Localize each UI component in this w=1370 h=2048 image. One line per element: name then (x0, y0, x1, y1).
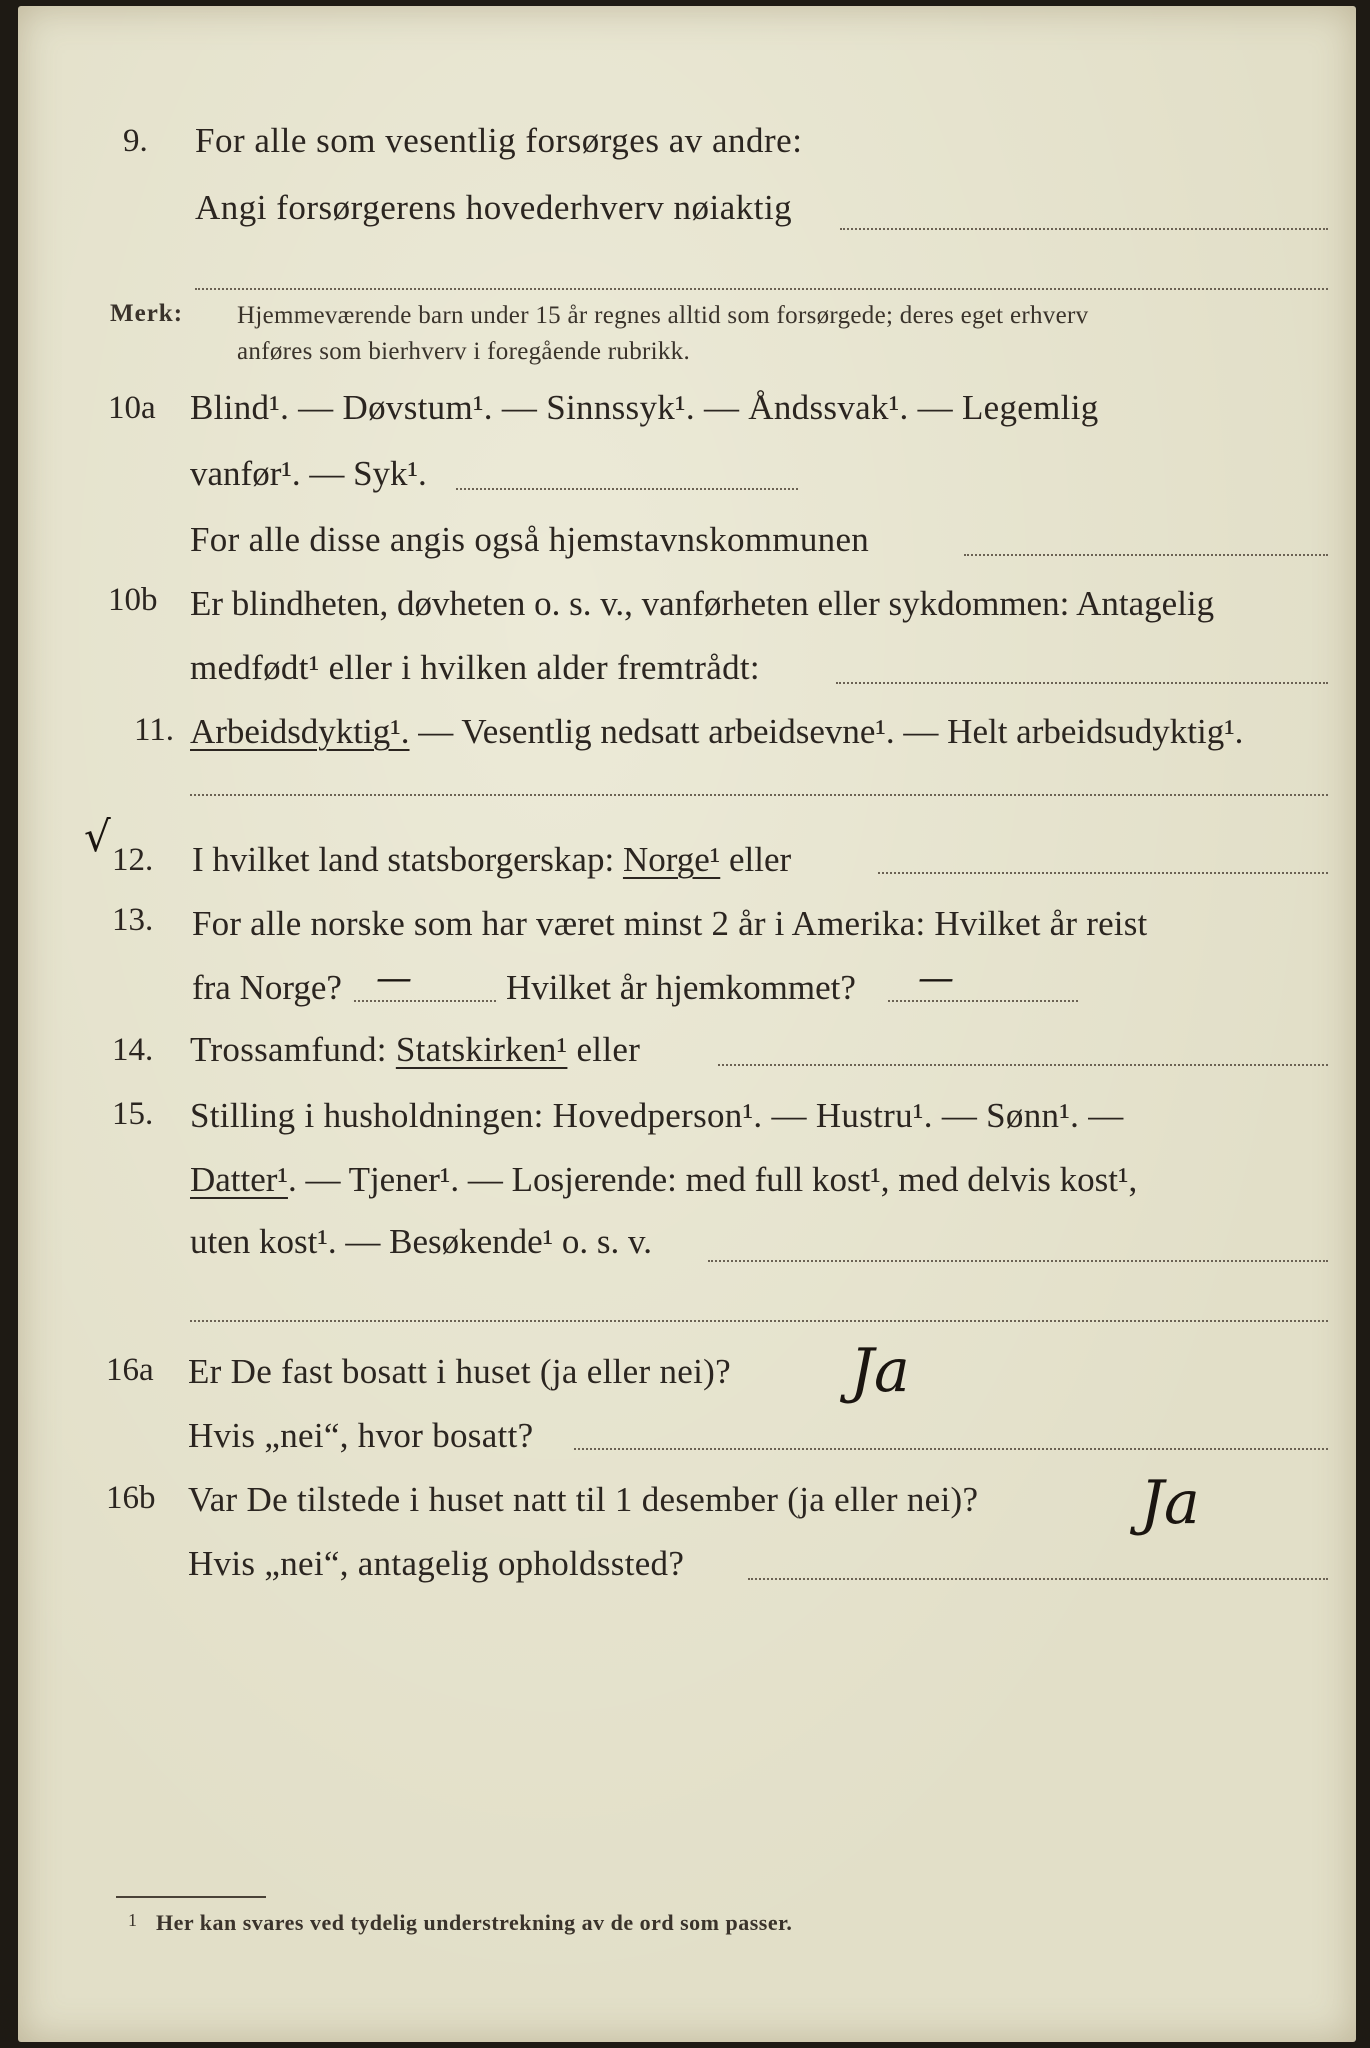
item-number-14: 14. (112, 1032, 154, 1068)
answer-line-15[interactable] (708, 1260, 1328, 1262)
answer-line-11[interactable] (190, 794, 1328, 796)
footnote-text: Her kan svares ved tydelig understrekning av de ord som passer. (156, 1910, 793, 1935)
handwritten-answer-16a: Ja (850, 1336, 910, 1406)
item-12-eller: eller (720, 840, 792, 879)
answer-line-16b[interactable] (748, 1578, 1328, 1580)
item-15-line3: uten kost¹. — Besøkende¹ o. s. v. (190, 1222, 653, 1261)
note-line2: anføres som bierhverv i foregående rubrikk. (237, 338, 691, 365)
answer-line-9[interactable] (840, 228, 1328, 230)
item-10a-line3: For alle disse angis også hjemstavnskommunen (190, 520, 870, 559)
option-datter-underlined: Datter¹ (190, 1160, 288, 1199)
handwritten-answer-hjemkommet: — (918, 958, 954, 999)
item-10b-line1: Er blindheten, døvheten o. s. v., vanførheten eller sykdommen: Antagelig (190, 584, 1215, 623)
item-11-line1 (190, 712, 1243, 752)
item-13-line2b: Hvilket år hjemkommet? (506, 968, 856, 1007)
item-number-13: 13. (112, 902, 154, 938)
check-mark: √ (84, 812, 111, 861)
answer-line-9b[interactable] (195, 288, 1328, 290)
note-label: Merk: (110, 300, 184, 327)
item-10b-line2: medfødt¹ eller i hvilken alder fremtrådt: (190, 648, 760, 687)
item-16b-line2: Hvis „nei“, antagelig opholdssted? (188, 1544, 685, 1583)
item-12-line1 (192, 840, 791, 880)
answer-line-16a[interactable] (574, 1448, 1328, 1450)
answer-line-13-hjemkommet[interactable] (888, 1000, 1078, 1002)
item-number-10a: 10a (108, 390, 156, 426)
item-14-label: Trossamfund: (190, 1030, 396, 1069)
item-13-line1: For alle norske som har været minst 2 år i Amerika: Hvilket år reist (192, 904, 1148, 943)
item-15-line2 (190, 1160, 1137, 1200)
answer-line-15b[interactable] (190, 1320, 1328, 1322)
item-15-line1: Stilling i husholdningen: Hovedperson¹. — Hustru¹. — Sønn¹. — (190, 1096, 1124, 1135)
item-10a-line1: Blind¹. — Døvstum¹. — Sinnssyk¹. — Åndssvak¹. — Legemlig (190, 388, 1099, 427)
item-number-11: 11. (134, 712, 175, 748)
option-arbeidsdyktig-underlined: Arbeidsdyktig¹. (190, 712, 410, 751)
item-number-15: 15. (112, 1096, 154, 1132)
item-9-line2: Angi forsørgerens hovederhverv nøiaktig (195, 188, 793, 227)
item-number-12: 12. (112, 842, 154, 878)
item-9-line1: For alle som vesentlig forsørges av andre: (195, 121, 803, 160)
item-number-9: 9. (123, 123, 148, 159)
item-14-eller: eller (567, 1030, 641, 1069)
answer-line-10a-syk[interactable] (456, 488, 798, 490)
item-15-line2-rest: . — Tjener¹. — Losjerende: med full kost¹, med delvis kost¹, (287, 1160, 1138, 1199)
handwritten-answer-reist: — (376, 958, 412, 999)
note-line1: Hjemmeværende barn under 15 år regnes alltid som forsørgede; deres eget erhverv (237, 302, 1089, 329)
answer-line-12[interactable] (878, 872, 1328, 874)
item-14-line1 (190, 1030, 640, 1070)
answer-line-10b[interactable] (836, 682, 1328, 684)
answer-line-10a-kommune[interactable] (964, 554, 1328, 556)
item-16b-line1: Var De tilstede i huset natt til 1 desember (ja eller nei)? (188, 1480, 979, 1519)
answer-line-13-reist[interactable] (354, 1000, 496, 1002)
answer-line-14[interactable] (718, 1064, 1328, 1066)
census-form-page (18, 6, 1356, 2042)
option-statskirken-underlined: Statskirken¹ (395, 1030, 568, 1069)
item-16a-line2: Hvis „nei“, hvor bosatt? (188, 1416, 534, 1455)
item-number-16a: 16a (106, 1352, 154, 1388)
option-norge-underlined: Norge¹ (622, 840, 721, 879)
item-13-line2a: fra Norge? (192, 968, 342, 1007)
footnote-mark: 1 (128, 1910, 137, 1930)
item-number-16b: 16b (106, 1480, 156, 1516)
item-11-line1-rest: — Vesentlig nedsatt arbeidsevne¹. — Helt arbeidsudyktig¹. (409, 712, 1244, 751)
footnote-rule (116, 1896, 266, 1898)
item-12-label: I hvilket land statsborgerskap: (192, 840, 623, 879)
item-10a-line2: vanfør¹. — Syk¹. (190, 454, 427, 493)
item-16a-line1: Er De fast bosatt i huset (ja eller nei)? (188, 1352, 731, 1391)
item-number-10b: 10b (108, 582, 158, 618)
handwritten-answer-16b: Ja (1140, 1468, 1200, 1538)
